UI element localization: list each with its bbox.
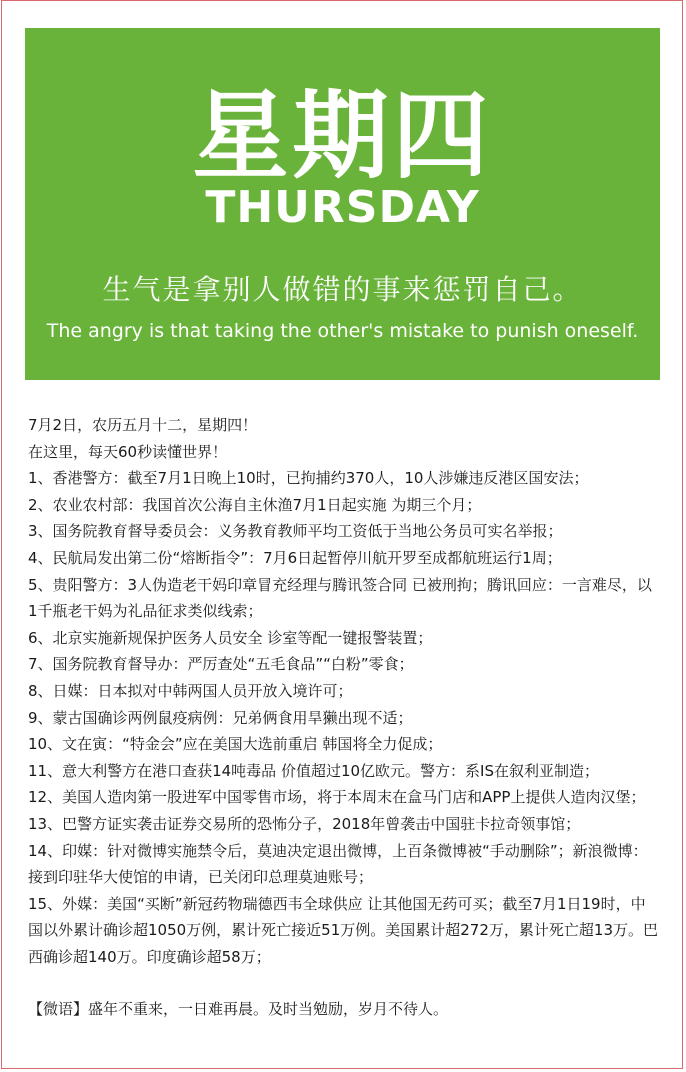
weekday-chinese: 星期四 — [192, 80, 493, 192]
news-item: 6、北京实施新规保护医务人员安全 诊室等配一键报警装置； — [28, 628, 433, 647]
news-item: 4、民航局发出第二份“熔断指令”：7月6日起暂停川航开罗至成都航班运行1周； — [28, 548, 562, 567]
news-item: 7、国务院教育督导办：严厉查处“五毛食品”“白粉”零食； — [28, 655, 414, 674]
news-item: 5、贵阳警方：3人伪造老干妈印章冒充经理与腾讯签合同 已被刑拘；腾讯回应：一言难尽，以1千瓶老干妈为礼品征求类似线索； — [28, 575, 652, 621]
news-item: 14、印媒：针对微博实施禁令后，莫迪决定退出微博，上百条微博被“手动删除”；新浪微博：接到印驻华大使馆的申请，已关闭印总理莫迪账号； — [28, 841, 648, 887]
news-item: 13、巴警方证实袭击证券交易所的恐怖分子，2018年曾袭击中国驻卡拉奇领事馆； — [28, 814, 581, 833]
intro-line: 在这里，每天60秒读懂世界！ — [28, 442, 228, 461]
day-banner — [25, 28, 660, 380]
news-item: 15、外媒：美国“买断”新冠药物瑞德西韦全球供应 让其他国无药可买；截至7月1日19时，中国以外累计确诊超1050万例，累计死亡接近51万例。美国累计超272万，累计死亡超13万。巴西确诊超140万。印度确诊超58万； — [28, 894, 658, 966]
news-digest — [28, 412, 660, 1023]
news-item: 9、蒙古国确诊两例鼠疫病例：兄弟俩食用旱獭出现不适； — [28, 708, 413, 727]
news-item: 11、意大利警方在港口查获14吨毒品 价值超过10亿欧元。警方：系IS在叙利亚制造； — [28, 761, 599, 780]
news-item: 8、日媒：日本拟对中韩两国人员开放入境许可； — [28, 681, 353, 700]
news-item: 3、国务院教育督导委员会：义务教育教师平均工资低于当地公务员可实名举报； — [28, 522, 563, 541]
date-line: 7月2日，农历五月十二，星期四！ — [28, 416, 258, 434]
daily-quote-chinese: 生气是拿别人做错的事来惩罚自己。 — [102, 273, 583, 306]
news-item: 10、文在寅：“特金会”应在美国大选前重启 韩国将全力促成； — [28, 735, 443, 754]
news-item: 2、农业农村部：我国首次公海自主休渔7月1日起实施 为期三个月； — [28, 495, 482, 514]
news-item: 12、美国人造肉第一股进军中国零售市场，将于本周末在盒马门店和APP上提供人造肉汉堡； — [28, 788, 646, 807]
spacer — [28, 970, 660, 996]
daily-quote-english: The angry is that taking the other's mistake to punish oneself. — [46, 320, 639, 342]
weekday-english: THURSDAY — [205, 182, 480, 233]
news-item: 1、香港警方：截至7月1日晚上10时，已拘捕约370人，10人涉嫌违反港区国安法； — [28, 469, 589, 488]
closing-saying: 【微语】盛年不重来，一日难再晨。及时当勉励，岁月不待人。 — [28, 1000, 449, 1019]
